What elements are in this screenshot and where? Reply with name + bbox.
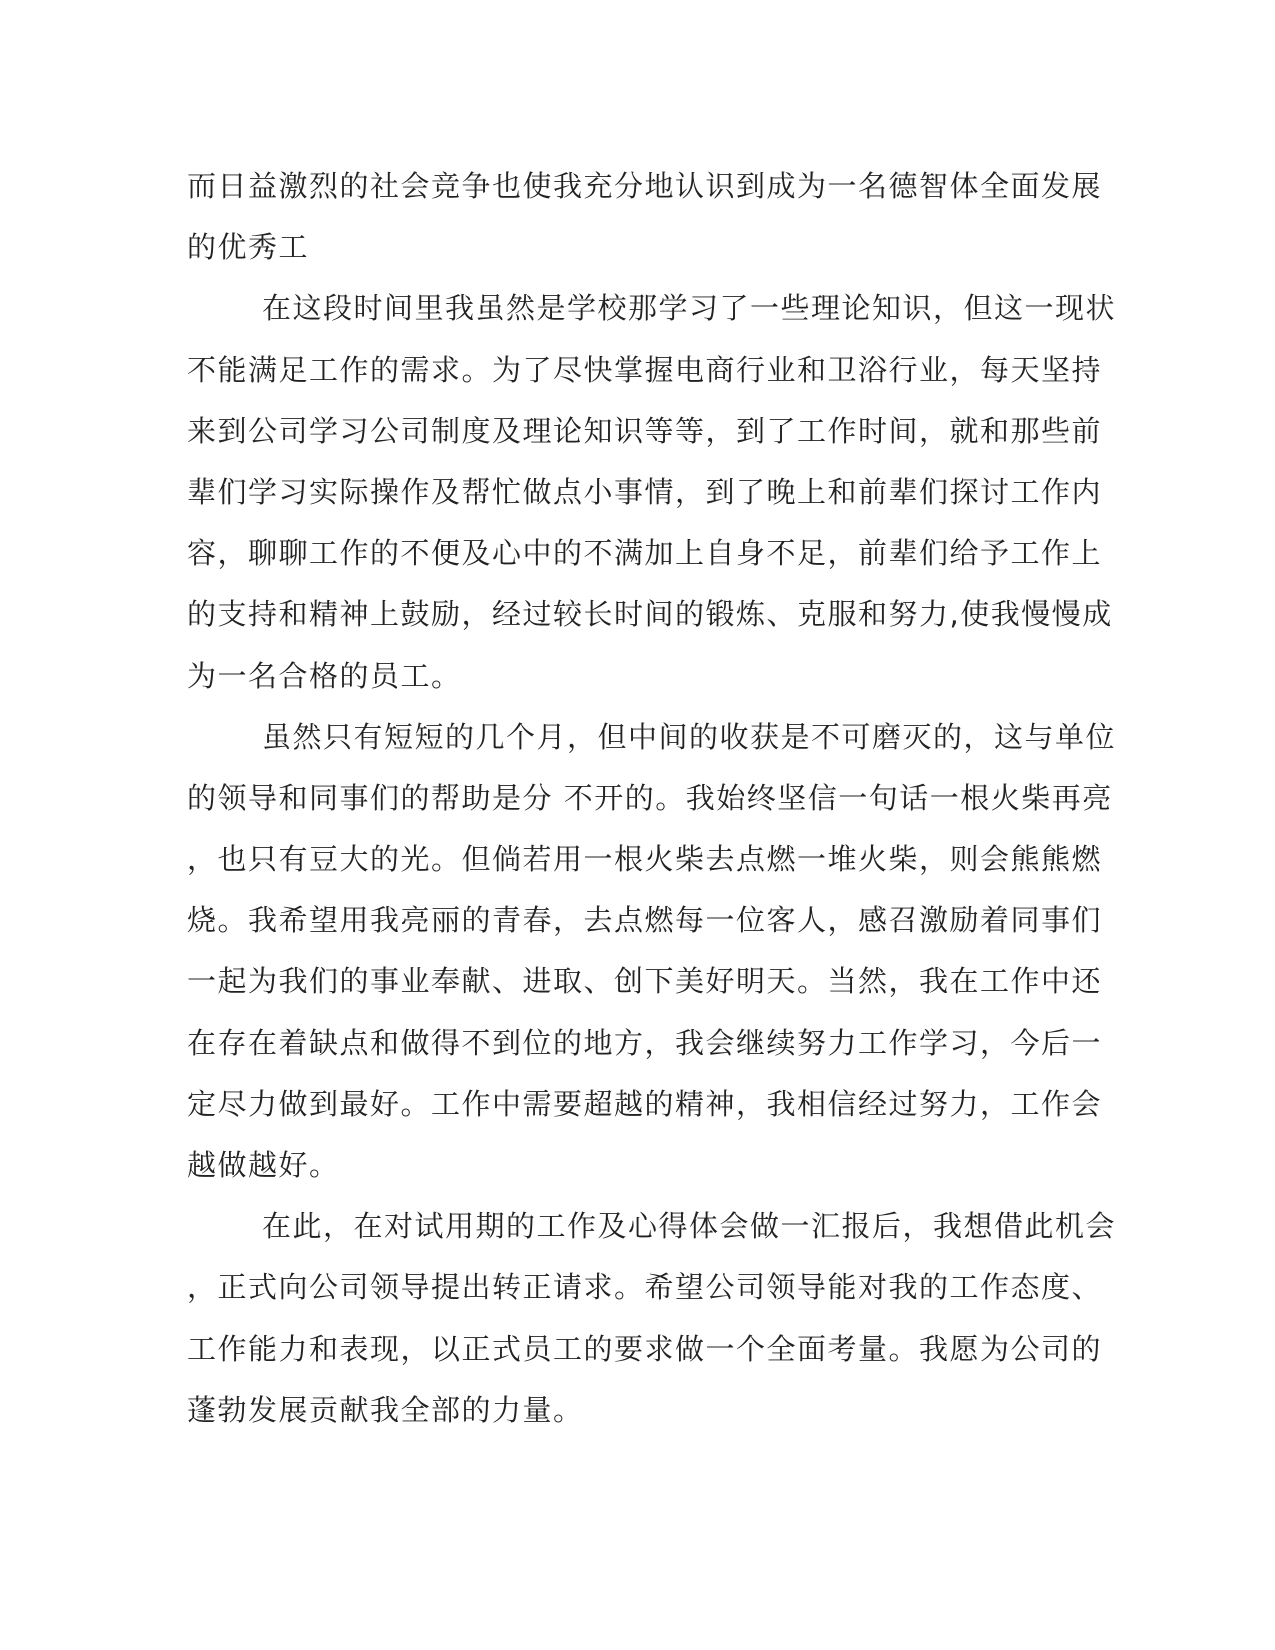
text-line: 而日益激烈的社会竞争也使我充分地认识到成为一名德智体全面发展: [187, 169, 1103, 203]
text-line: 一起为我们的事业奉献、进取、创下美好明天。当然，我在工作中还: [187, 964, 1103, 999]
text-line: 在此，在对试用期的工作及心得体会做一汇报后，我想借此机会: [262, 1209, 1117, 1244]
text-line: 的领导和同事们的帮助是分 不开的。我始终坚信一句话一根火柴再亮: [187, 780, 1113, 815]
text-line: 工作能力和表现，以正式员工的要求做一个全面考量。我愿为公司的: [187, 1331, 1103, 1366]
paragraph-1: [187, 156, 1103, 278]
text-line: 为一名合格的员工。: [187, 658, 462, 693]
text-line: 定尽力做到最好。工作中需要超越的精神，我相信经过努力，工作会: [187, 1086, 1103, 1121]
text-line: 来到公司学习公司制度及理论知识等等，到了工作时间，就和那些前: [187, 413, 1103, 448]
text-line: 的优秀工: [187, 230, 310, 265]
text-line: 虽然只有短短的几个月，但中间的收获是不可磨灭的，这与单位: [262, 719, 1117, 754]
paragraph-2: [187, 278, 1117, 706]
text-line: 越做越好。: [187, 1148, 340, 1182]
text-line: ，也只有豆大的光。但倘若用一根火柴去点燃一堆火柴，则会熊熊燃: [187, 842, 1103, 877]
text-line: 辈们学习实际操作及帮忙做点小事情，到了晚上和前辈们探讨工作内: [187, 474, 1103, 509]
text-line: 在存在着缺点和做得不到位的地方，我会继续努力工作学习，今后一: [187, 1025, 1103, 1060]
text-line: 在这段时间里我虽然是学校那学习了一些理论知识，但这一现状: [262, 291, 1117, 326]
text-line: 烧。我希望用我亮丽的青春，去点燃每一位客人，感召激励着同事们: [187, 903, 1103, 938]
text-line: 不能满足工作的需求。为了尽快掌握电商行业和卫浴行业，每天坚持: [187, 352, 1103, 387]
paragraph-4: [187, 1196, 1117, 1441]
text-line: ，正式向公司领导提出转正请求。希望公司领导能对我的工作态度、: [187, 1270, 1103, 1305]
text-line: 蓬勃发展贡献我全部的力量。: [187, 1392, 584, 1427]
document-body: [187, 156, 1117, 1441]
paragraph-3: [187, 707, 1117, 1197]
text-line: 的支持和精神上鼓励，经过较长时间的锻炼、克服和努力,使我慢慢成: [187, 597, 1113, 632]
text-line: 容，聊聊工作的不便及心中的不满加上自身不足，前辈们给予工作上: [187, 536, 1103, 571]
